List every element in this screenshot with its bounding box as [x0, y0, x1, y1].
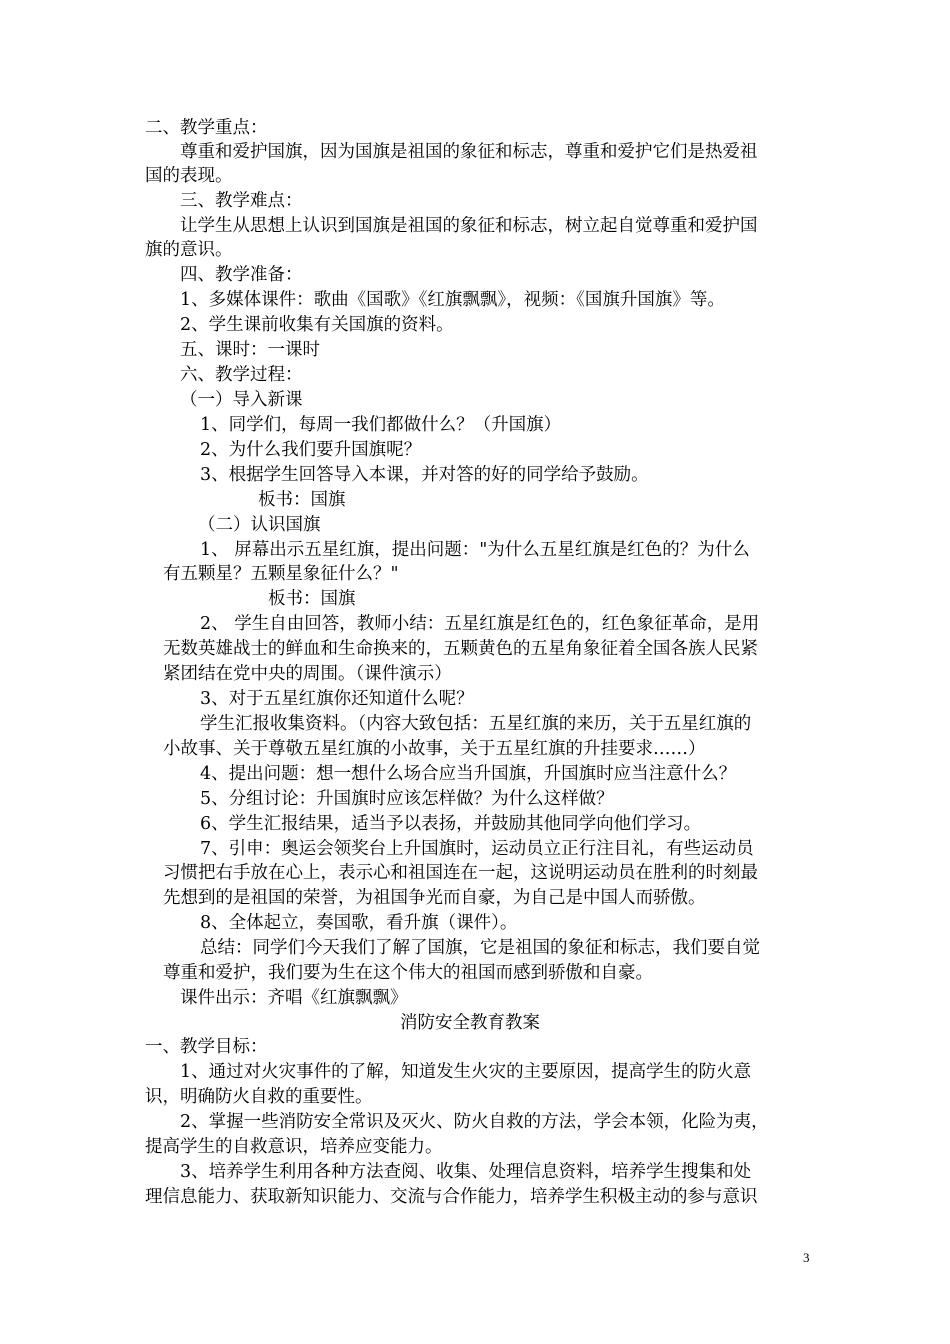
text-line: 旗的意识。: [145, 240, 233, 260]
text-line: 总结：同学们今天我们了解了国旗，它是祖国的象征和标志，我们要自觉: [200, 938, 760, 958]
text-line: 一、教学目标：: [145, 1037, 268, 1057]
text-line: 先想到的是祖国的荣誉，为祖国争光而自豪，为自己是中国人而骄傲。: [163, 888, 706, 908]
section-title: 消防安全教育教案: [400, 1013, 540, 1033]
text-line: 6、学生汇报结果，适当予以表扬，并鼓励其他同学向他们学习。: [200, 814, 702, 834]
text-line: 紧团结在党中央的周围。（课件演示）: [163, 664, 452, 684]
text-line: 2、掌握一些消防安全常识及灭火、防火自救的方法，学会本领，化险为夷，: [180, 1112, 769, 1132]
text-line: 习惯把右手放在心上，表示心和祖国连在一起，这说明运动员在胜利的时刻最: [163, 863, 758, 883]
text-line: 1、通过对火灾事件的了解，知道发生火灾的主要原因，提高学生的防火意: [180, 1062, 752, 1082]
text-line: 2、为什么我们要升国旗呢？: [200, 440, 422, 460]
text-line: 7、引申：奥运会领奖台上升国旗时，运动员立正行注目礼，有些运动员: [200, 839, 754, 859]
text-line: 2、 学生自由回答，教师小结：五星红旗是红色的，红色象征革命，是用: [200, 614, 760, 634]
text-line: 尊重和爱护，我们要为生在这个伟大的祖国而感到骄傲和自豪。: [163, 963, 653, 983]
text-line: 3、培养学生利用各种方法查阅、收集、处理信息资料，培养学生搜集和处: [180, 1162, 752, 1182]
text-line: 板书：国旗: [258, 490, 346, 510]
text-line: 课件出示：齐唱《红旗飘飘》: [180, 988, 408, 1008]
text-line: 2、学生课前收集有关国旗的资料。: [180, 315, 454, 335]
text-line: 8、全体起立，奏国歌，看升旗（课件）。: [200, 913, 518, 933]
text-line: 三、教学难点：: [180, 191, 303, 211]
text-line: 四、教学准备：: [180, 265, 303, 285]
text-line: 二、教学重点：: [145, 118, 268, 138]
text-line: 有五颗星？五颗星象征什么？": [163, 564, 399, 584]
text-line: 让学生从思想上认识到国旗是祖国的象征和标志，树立起自觉尊重和爱护国: [180, 216, 758, 236]
text-line: 5、分组讨论：升国旗时应该怎样做？为什么这样做？: [200, 789, 614, 809]
text-line: 五、课时：一课时: [180, 340, 320, 360]
text-line: 国的表现。: [145, 166, 233, 186]
text-line: 学生汇报收集资料。（内容大致包括：五星红旗的来历，关于五星红旗的: [200, 714, 752, 734]
text-line: 理信息能力、获取新知识能力、交流与合作能力，培养学生积极主动的参与意识: [145, 1187, 758, 1207]
text-line: 小故事、关于尊敬五星红旗的小故事，关于五星红旗的升挂要求……）: [163, 739, 706, 759]
text-line: 1、 屏幕出示五星红旗，提出问题："为什么五星红旗是红色的？为什么: [200, 540, 750, 560]
text-line: 1、多媒体课件：歌曲《国歌》《红旗飘飘》，视频：《国旗升国旗》等。: [180, 290, 725, 310]
text-line: （二）认识国旗: [198, 515, 321, 535]
text-line: 板书：国旗: [268, 589, 356, 609]
text-line: 1、同学们，每周一我们都做什么？（升国旗）: [200, 415, 562, 435]
text-line: 尊重和爱护国旗，因为国旗是祖国的象征和标志，尊重和爱护它们是热爱祖: [180, 142, 758, 162]
text-line: 无数英雄战士的鲜血和生命换来的，五颗黄色的五星角象征着全国各族人民紧: [163, 639, 758, 659]
text-line: 提高学生的自救意识，培养应变能力。: [145, 1137, 443, 1157]
text-line: 3、根据学生回答导入本课，并对答的好的同学给予鼓励。: [200, 465, 649, 485]
text-line: 识，明确防火自救的重要性。: [145, 1087, 373, 1107]
page-number: 3: [803, 1250, 810, 1265]
text-line: （一）导入新课: [180, 390, 303, 410]
text-line: 六、教学过程：: [180, 365, 303, 385]
text-line: 3、对于五星红旗你还知道什么呢？: [200, 689, 474, 709]
text-line: 4、提出问题：想一想什么场合应当升国旗，升国旗时应当注意什么？: [200, 764, 737, 784]
